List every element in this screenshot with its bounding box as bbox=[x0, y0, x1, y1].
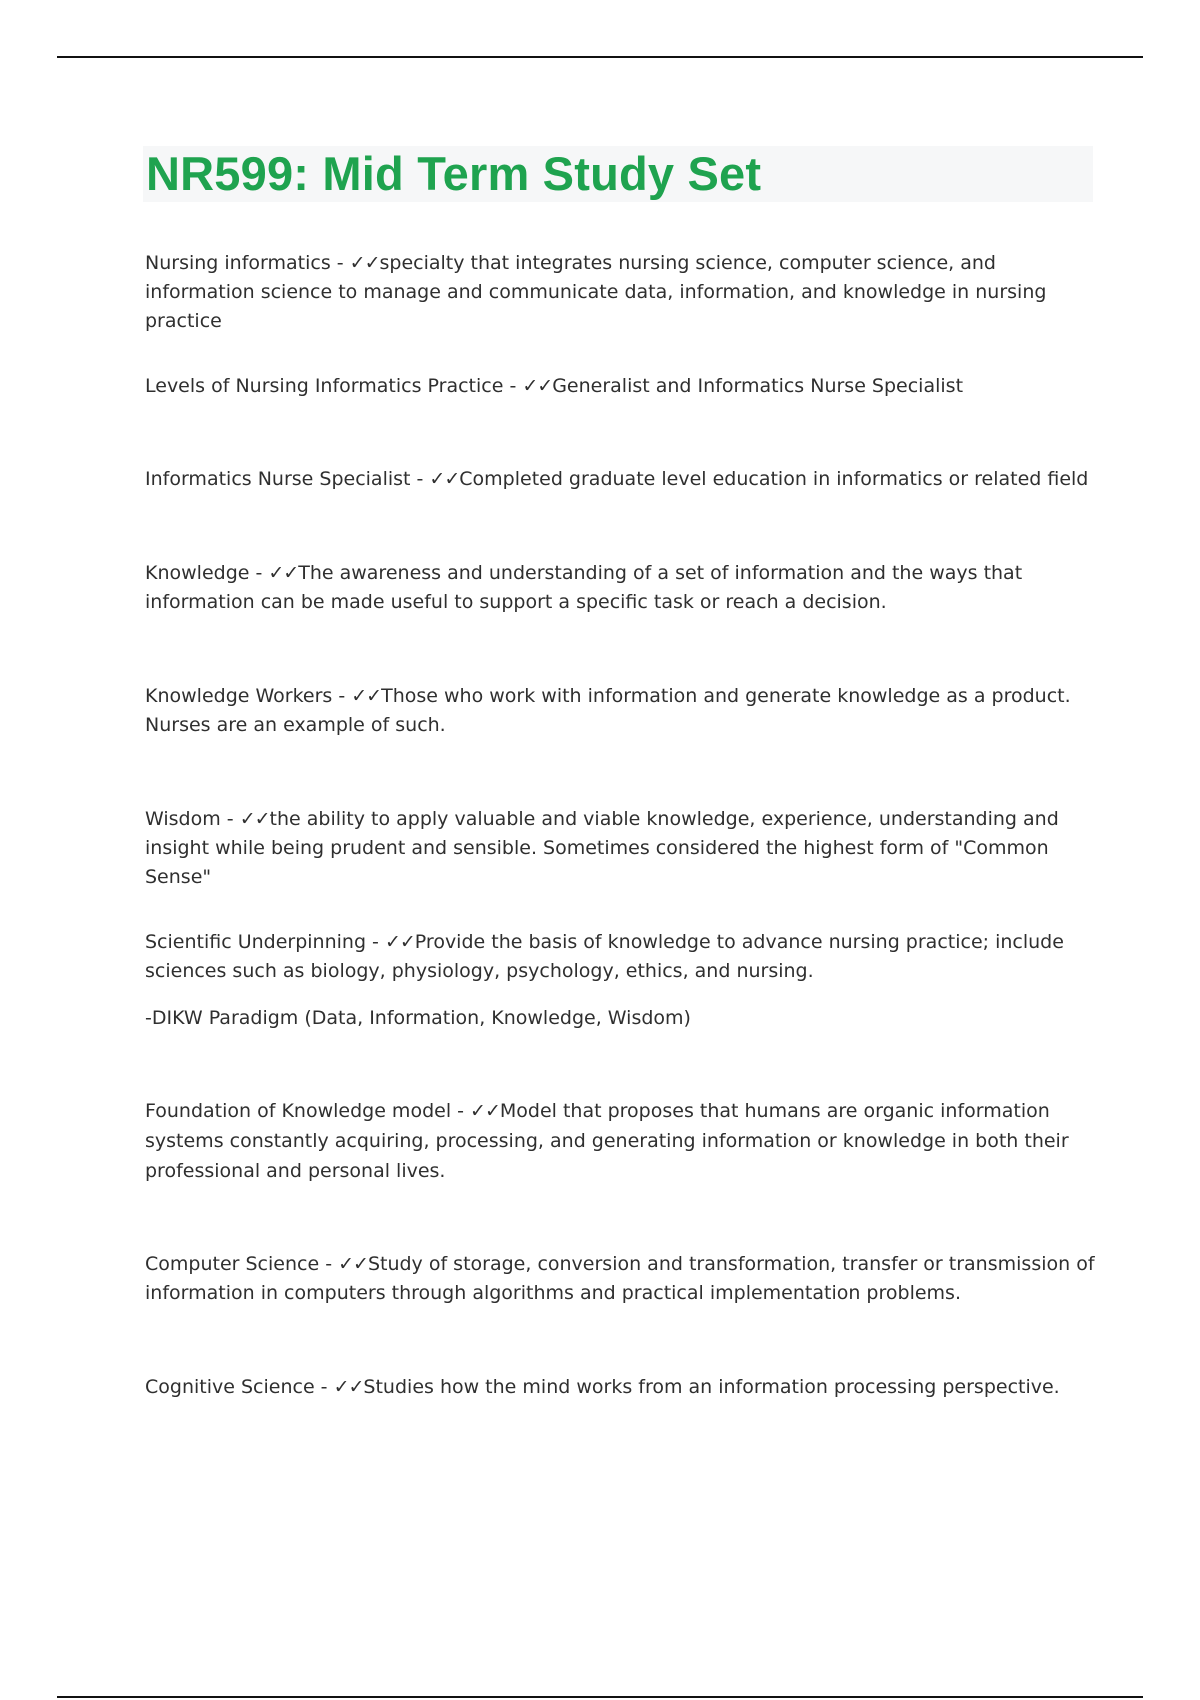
check-icon: ✓✓ bbox=[470, 1100, 500, 1122]
entry-levels-of-practice bbox=[145, 372, 1105, 401]
entry-term: Levels of Nursing Informatics Practice bbox=[145, 375, 504, 397]
entry-informatics-nurse-specialist bbox=[145, 465, 1105, 494]
entry-knowledge-workers bbox=[145, 682, 1105, 740]
entry-nursing-informatics bbox=[145, 249, 1105, 336]
entry-dikw-note: -DIKW Paradigm (Data, Information, Knowledge, Wisdom) bbox=[145, 1007, 691, 1029]
entry-term: Cognitive Science bbox=[145, 1376, 315, 1398]
entry-separator: - bbox=[330, 252, 350, 274]
check-icon: ✓✓ bbox=[268, 562, 299, 584]
entry-definition: Those who work with information and generate knowledge as a product. Nurses are an example of such. bbox=[145, 685, 1071, 736]
entry-separator: - bbox=[319, 1253, 339, 1275]
entry-definition: the ability to apply valuable and viable knowledge, experience, understanding and insight while being prudent and sensible. Sometimes considered the highest form of "Common Sense" bbox=[145, 808, 1059, 888]
entry-wisdom bbox=[145, 805, 1105, 892]
entry-separator: - bbox=[451, 1100, 471, 1122]
entry-definition: Completed graduate level education in informatics or related field bbox=[459, 468, 1089, 490]
check-icon: ✓✓ bbox=[338, 1253, 368, 1275]
entry-foundation-of-knowledge bbox=[145, 1096, 1105, 1186]
entry-separator: - bbox=[503, 375, 523, 397]
page-title: NR599: Mid Term Study Set bbox=[146, 147, 762, 200]
check-icon: ✓✓ bbox=[333, 1376, 364, 1398]
entry-cognitive-science bbox=[145, 1373, 1105, 1402]
bottom-rule bbox=[57, 1696, 1143, 1698]
entry-separator: - bbox=[314, 1376, 334, 1398]
check-icon: ✓✓ bbox=[522, 375, 553, 397]
entry-definition: specialty that integrates nursing science, computer science, and information science to manage and communicate data, information, and knowledge in nursing practice bbox=[145, 252, 1047, 332]
entry-term: Knowledge bbox=[145, 562, 250, 584]
entry-separator: - bbox=[220, 808, 240, 830]
entry-term: Wisdom bbox=[145, 808, 221, 830]
check-icon: ✓✓ bbox=[349, 252, 380, 274]
entry-term: Nursing informatics bbox=[145, 252, 331, 274]
entry-definition: Study of storage, conversion and transformation, transfer or transmission of information in computers through algorithms and practical implementation problems. bbox=[145, 1253, 1095, 1304]
entry-separator: - bbox=[332, 685, 352, 707]
top-rule bbox=[57, 56, 1143, 58]
check-icon: ✓✓ bbox=[239, 808, 270, 830]
entry-term: Computer Science bbox=[145, 1253, 320, 1275]
entry-separator: - bbox=[249, 562, 269, 584]
entry-computer-science bbox=[145, 1250, 1105, 1308]
entry-term: Knowledge Workers bbox=[145, 685, 333, 707]
entry-term: Foundation of Knowledge model bbox=[145, 1100, 452, 1122]
entry-scientific-underpinning bbox=[145, 928, 1105, 986]
entry-term: Informatics Nurse Specialist bbox=[145, 468, 411, 490]
entry-definition: Provide the basis of knowledge to advance nursing practice; include sciences such as biology, physiology, psychology, ethics, and nursing. bbox=[145, 931, 1064, 982]
check-icon: ✓✓ bbox=[384, 931, 415, 953]
entry-separator: - bbox=[366, 931, 385, 953]
entry-definition: Studies how the mind works from an information processing perspective. bbox=[363, 1376, 1060, 1398]
entry-definition: Model that proposes that humans are organic information systems constantly acquiring, processing, and generating information or knowledge in both their professional and personal lives. bbox=[145, 1100, 1069, 1182]
entry-knowledge bbox=[145, 559, 1105, 617]
check-icon: ✓✓ bbox=[429, 468, 460, 490]
entry-term: Scientific Underpinning bbox=[145, 931, 367, 953]
check-icon: ✓✓ bbox=[351, 685, 382, 707]
entry-definition: Generalist and Informatics Nurse Specialist bbox=[552, 375, 964, 397]
entry-definition: The awareness and understanding of a set of information and the ways that information can be made useful to support a specific task or reach a decision. bbox=[145, 562, 1023, 613]
entry-separator: - bbox=[410, 468, 430, 490]
